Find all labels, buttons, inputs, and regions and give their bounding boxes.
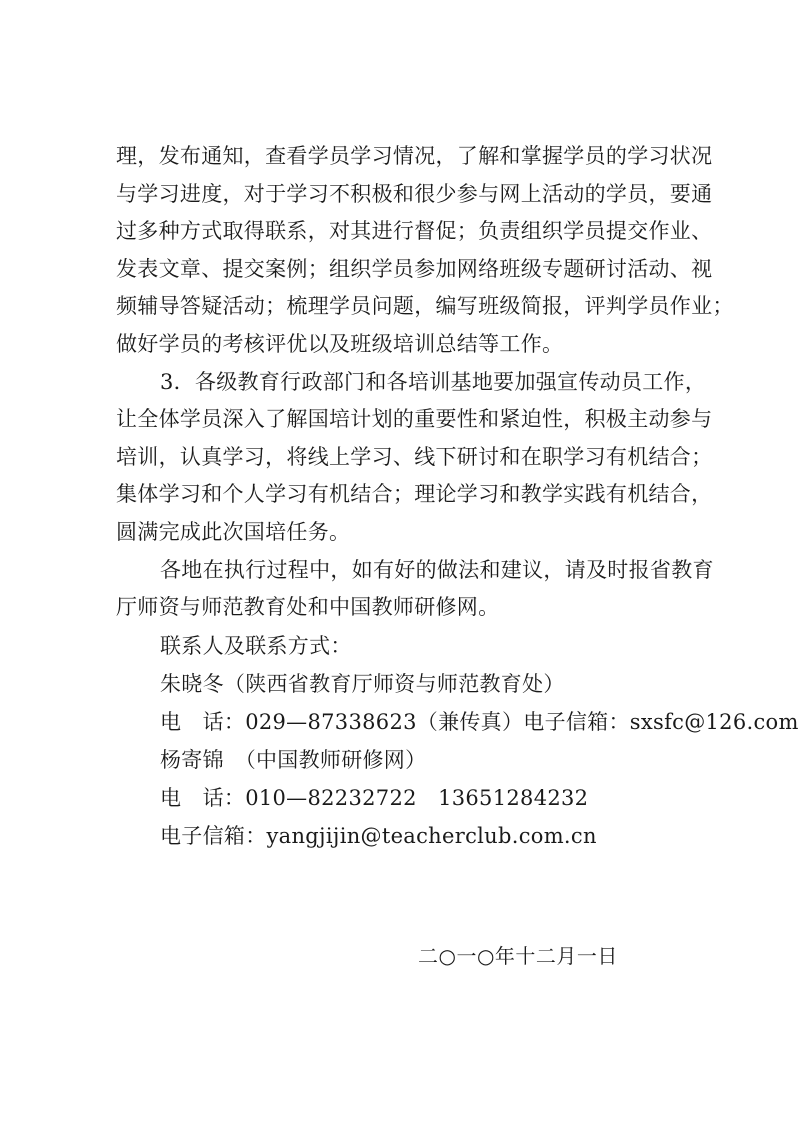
contact-1-phone: 电 话：029—87338623（兼传真）电子信箱：sxsfc@126.com [160,709,799,734]
contact-2-phone: 电 话：010—82232722 13651284232 [160,785,589,810]
text-line: 圆满完成此次国培任务。 [116,519,351,544]
contact-1-name: 朱晓冬（陕西省教育厅师资与师范教育处） [160,671,565,696]
paragraph-item-3 [116,364,720,552]
document-date: 二○一○年十二月一日 [418,944,618,968]
text-line: 让全体学员深入了解国培计划的重要性和紧迫性，积极主动参与 [116,407,713,432]
text-line: 理，发布通知，查看学员学习情况，了解和掌握学员的学习状况 [116,144,713,168]
text-line: 3．各级教育行政部门和各培训基地要加强宣传动员工作， [160,369,707,394]
text-line: 集体学习和个人学习有机结合；理论学习和教学实践有机结合， [116,482,713,507]
text-line: 做好学员的考核评优以及班级培训总结等工作。 [116,331,564,356]
contact-info [116,627,799,855]
text-line: 过多种方式取得联系，对其进行督促；负责组织学员提交作业、 [116,219,713,244]
contact-2-email: 电子信箱：yangjijin@teacherclub.com.cn [160,823,597,848]
text-line: 频辅导答疑活动；梳理学员问题，编写班级简报，评判学员作业； [116,294,734,319]
contact-2-name: 杨寄锦 （中国教师研修网） [160,747,427,772]
text-line: 与学习进度，对于学习不积极和很少参与网上活动的学员，要通 [116,181,713,206]
paragraph-closing-note [116,552,720,627]
text-line: 发表文章、提交案例；组织学员参加网络班级专题研讨活动、视 [116,256,713,281]
text-line: 培训，认真学习，将线上学习、线下研讨和在职学习有机结合； [116,444,713,469]
paragraph-continuation [116,138,734,364]
text-line: 各地在执行过程中，如有好的做法和建议，请及时报省教育 [160,557,714,582]
text-line: 厅师资与师范教育处和中国教师研修网。 [116,595,500,620]
document-body [116,138,799,855]
contact-heading: 联系人及联系方式： [160,633,352,658]
